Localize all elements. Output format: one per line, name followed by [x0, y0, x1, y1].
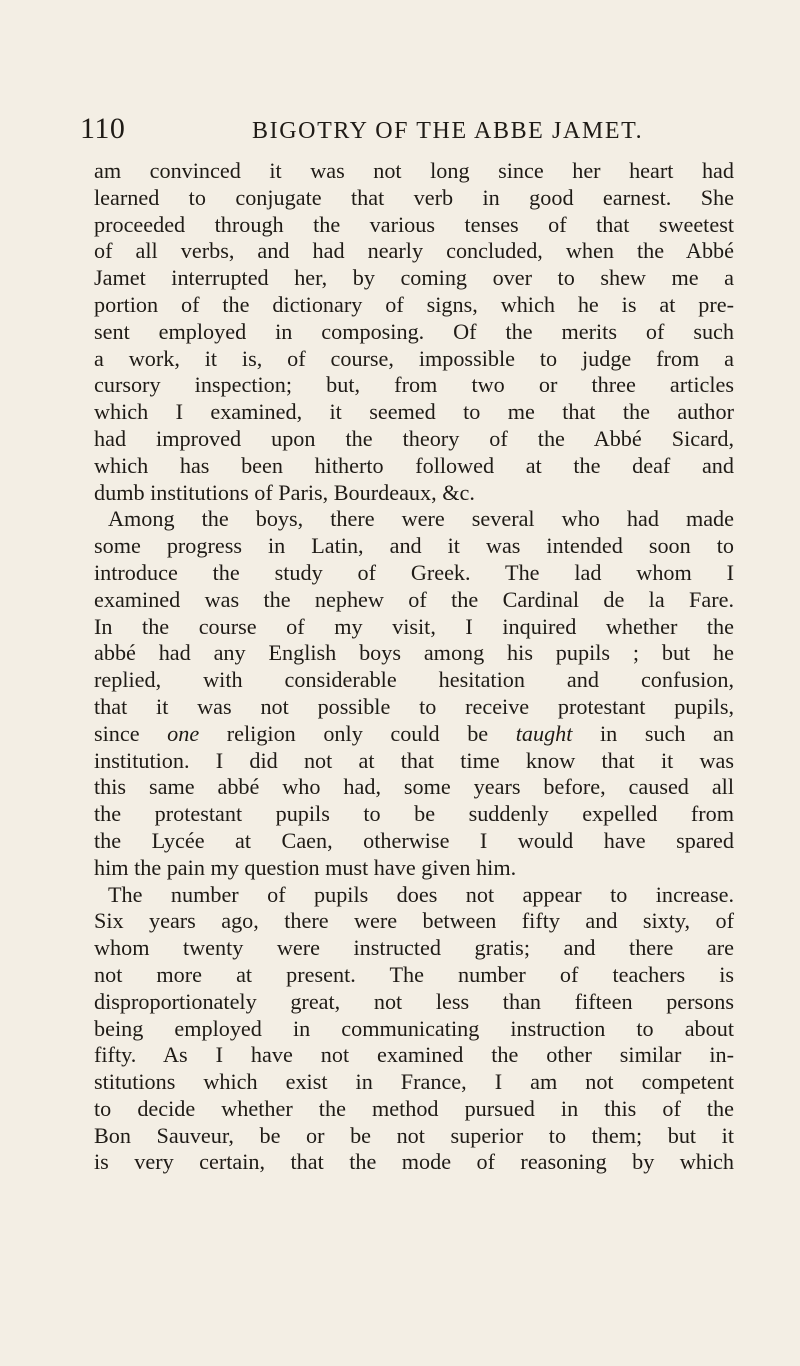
page-number: 110: [80, 112, 126, 145]
text-line: Jamet interrupted her, by coming over to shew me a: [94, 265, 734, 291]
text-line: stitutions which exist in France, I am not competent: [94, 1069, 734, 1095]
text-line: which I examined, it seemed to me that the author: [94, 399, 734, 425]
text-line: In the course of my visit, I inquired whether the: [94, 613, 734, 639]
text-line: dumb institutions of Paris, Bourdeaux, &c.: [94, 479, 475, 505]
text-line: whom twenty were instructed gratis; and there are: [94, 935, 734, 961]
text-line: which has been hitherto followed at the deaf and: [94, 452, 734, 478]
text-segment: religion only could be: [226, 720, 489, 746]
text-line: abbé had any English boys among his pupils ; but he: [94, 640, 734, 666]
text-line: replied, with considerable hesitation and confusion,: [94, 667, 734, 693]
text-line: portion of the dictionary of signs, which he is at pre-: [94, 291, 734, 317]
italic-word: taught: [515, 720, 573, 746]
text-line: the protestant pupils to be suddenly expelled from: [94, 801, 734, 827]
text-line: some progress in Latin, and it was intended soon to: [94, 533, 734, 559]
text-line: fifty. As I have not examined the other similar in-: [94, 1042, 734, 1068]
text-line-with-italics: [94, 721, 734, 748]
text-line: that it was not possible to receive protestant pupils,: [94, 693, 734, 719]
body-text: [94, 158, 734, 1176]
text-line: him the pain my question must have given him.: [94, 854, 517, 880]
text-line: to decide whether the method pursued in this of the: [94, 1095, 734, 1121]
text-line: The number of pupils does not appear to increase.: [108, 881, 734, 907]
text-line: Six years ago, there were between fifty and sixty, of: [94, 908, 734, 934]
running-head: BIGOTRY OF THE ABBE JAMET.: [252, 118, 644, 144]
text-line: learned to conjugate that verb in good earnest. She: [94, 184, 734, 210]
text-segment: since: [94, 720, 140, 746]
text-line: disproportionately great, not less than fifteen persons: [94, 988, 734, 1014]
text-segment: in such an: [600, 720, 734, 746]
text-line: of all verbs, and had nearly concluded, when the Abbé: [94, 238, 734, 264]
text-line: proceeded through the various tenses of that sweetest: [94, 211, 734, 237]
text-line: Among the boys, there were several who had made: [108, 506, 734, 532]
text-line: am convinced it was not long since her heart had: [94, 158, 734, 183]
text-line: not more at present. The number of teachers is: [94, 961, 734, 987]
page-header: [80, 112, 750, 152]
text-line: examined was the nephew of the Cardinal de la Fare.: [94, 586, 734, 612]
text-line: this same abbé who had, some years before, caused all: [94, 774, 734, 800]
text-line: a work, it is, of course, impossible to judge from a: [94, 345, 734, 371]
italic-word: one: [167, 720, 200, 746]
text-line: Bon Sauveur, be or be not superior to them; but it: [94, 1122, 734, 1148]
text-line: introduce the study of Greek. The lad whom I: [94, 559, 734, 585]
text-line: had improved upon the theory of the Abbé Sicard,: [94, 425, 734, 451]
text-line: being employed in communicating instruction to about: [94, 1015, 734, 1041]
text-line: cursory inspection; but, from two or three articles: [94, 372, 734, 398]
text-line: institution. I did not at that time know that it was: [94, 747, 734, 773]
text-line: sent employed in composing. Of the merits of such: [94, 318, 734, 344]
text-line: is very certain, that the mode of reasoning by which: [94, 1149, 734, 1175]
text-line: the Lycée at Caen, otherwise I would have spared: [94, 827, 734, 853]
